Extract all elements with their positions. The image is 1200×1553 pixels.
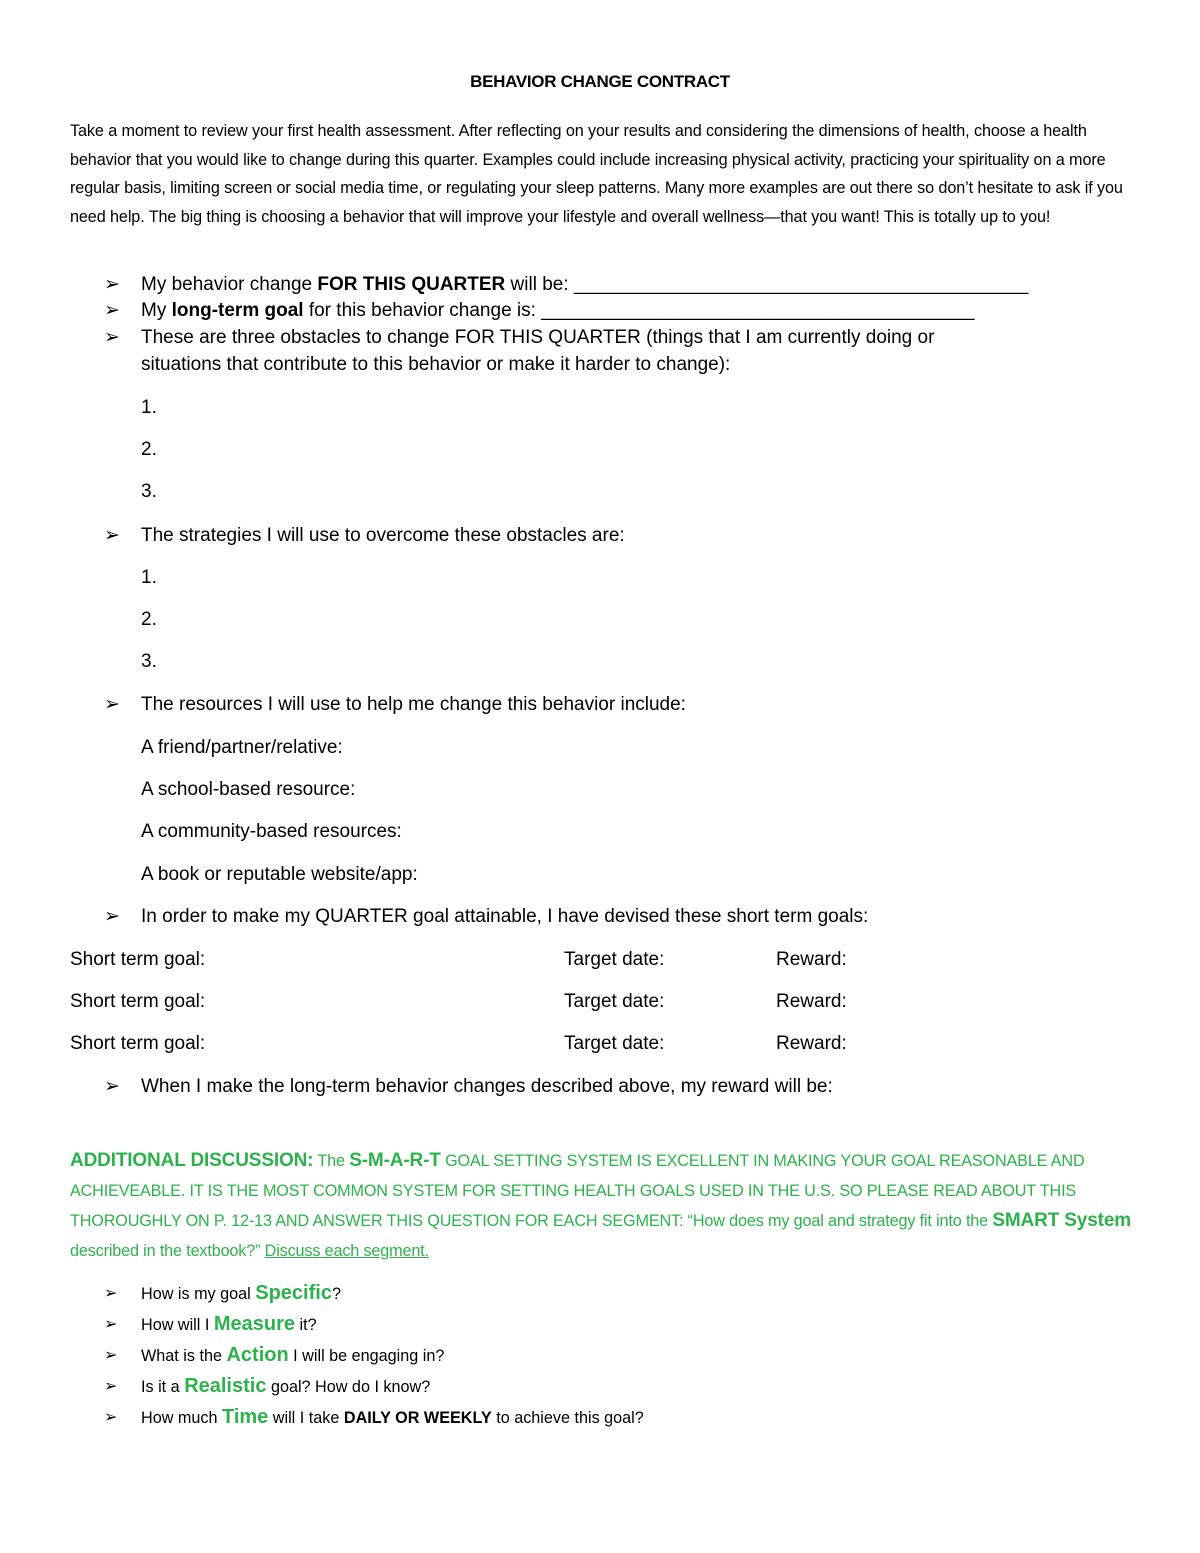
arrow-bullet-icon: ➢	[104, 1285, 118, 1302]
q-key: Action	[226, 1344, 289, 1366]
arrow-bullet-icon: ➢	[104, 906, 120, 927]
arrow-bullet-icon: ➢	[104, 694, 120, 715]
q-post: will I take	[268, 1409, 344, 1427]
strategy-item-2: 2.	[141, 609, 157, 630]
strategies-line: The strategies I will use to overcome these obstacles are:	[141, 525, 625, 546]
target-date-label: Target date:	[564, 991, 665, 1012]
resource-item-friend: A friend/partner/relative:	[141, 737, 343, 758]
q-pre: How much	[141, 1409, 222, 1427]
obstacles-line-1: These are three obstacles to change FOR THIS QUARTER (things that I am currently doing or	[141, 327, 935, 348]
long-term-pre: My	[141, 300, 172, 321]
discussion-text-3: described in the textbook?”	[70, 1241, 265, 1260]
additional-discussion	[70, 1146, 1140, 1266]
strategy-item-3: 3.	[141, 651, 157, 672]
discussion-label: ADDITIONAL DISCUSSION:	[70, 1150, 314, 1171]
reward-label: Reward:	[776, 1033, 847, 1054]
resource-item-school: A school-based resource:	[141, 779, 356, 800]
arrow-bullet-icon: ➢	[104, 1076, 120, 1097]
smart-question-time	[141, 1404, 644, 1431]
page-title: BEHAVIOR CHANGE CONTRACT	[470, 72, 730, 91]
discussion-text-1: The	[313, 1152, 350, 1170]
target-date-label: Target date:	[564, 1033, 665, 1054]
q-post2: to achieve this goal?	[491, 1409, 644, 1427]
arrow-bullet-icon: ➢	[104, 525, 120, 546]
behavior-pre: My behavior change	[141, 274, 318, 295]
obstacle-item-1: 1.	[141, 397, 157, 418]
resources-line: The resources I will use to help me change this behavior include:	[141, 694, 686, 715]
target-date-label: Target date:	[564, 949, 665, 970]
smart-system: SMART System	[992, 1210, 1131, 1231]
long-term-bold: long-term goal	[171, 300, 304, 321]
reward-label: Reward:	[776, 949, 847, 970]
discuss-each-segment: Discuss each segment.	[264, 1241, 429, 1260]
long-term-reward-line: When I make the long-term behavior changes described above, my reward will be:	[141, 1076, 833, 1097]
resource-item-community: A community-based resources:	[141, 821, 402, 842]
obstacle-item-3: 3.	[141, 481, 157, 502]
q-post: it?	[295, 1316, 317, 1334]
q-key: Specific	[255, 1282, 332, 1304]
behavior-bold: FOR THIS QUARTER	[317, 274, 506, 295]
q-bold: DAILY OR WEEKLY	[343, 1409, 492, 1427]
q-key: Measure	[213, 1313, 296, 1335]
obstacle-item-2: 2.	[141, 439, 157, 460]
arrow-bullet-icon: ➢	[104, 1378, 118, 1395]
short-term-goal-label: Short term goal:	[70, 949, 206, 970]
long-term-goal-line	[141, 298, 974, 324]
q-pre: How is my goal	[141, 1285, 256, 1303]
arrow-bullet-icon: ➢	[104, 1316, 118, 1333]
q-pre: What is the	[141, 1347, 227, 1365]
resource-item-book: A book or reputable website/app:	[141, 864, 418, 885]
behavior-change-line	[141, 272, 1028, 298]
arrow-bullet-icon: ➢	[104, 1347, 118, 1364]
short-term-goal-label: Short term goal:	[70, 1033, 206, 1054]
intro-paragraph: Take a moment to review your first health assessment. After reflecting on your results and considering the dimensions of health, choose a health behavior that you would like to change during this quarter. Examples could include increasing physical activity, practicing your spirituality on a more regular basis, limiting screen or social media time, or regulating your sleep patterns. Many more examples are out there so don’t hesitate to ask if you need help. The big thing is choosing a behavior that will improve your lifestyle and overall wellness—that you want! This is totally up to you!	[70, 122, 1123, 226]
smart-question-realistic	[141, 1373, 430, 1400]
q-key: Time	[221, 1406, 269, 1428]
arrow-bullet-icon: ➢	[104, 327, 120, 348]
q-post: I will be engaging in?	[288, 1347, 445, 1365]
smart-question-action	[141, 1342, 444, 1369]
discussion-text-2: GOAL SETTING SYSTEM IS EXCELLENT IN MAKING YOUR GOAL REASONABLE AND ACHIEVEABLE. IT IS THE MOST COMMON SYSTEM FOR SETTING HEALTH GOALS USED IN THE U.S. SO PLEASE READ ABOUT THIS THOROUGHLY ON P. 12-13 AND ANSWER THIS QUESTION FOR EACH SEGMENT: “How does my goal and strategy fit into the	[70, 1152, 1085, 1230]
behavior-post: will be: ___________________________________________	[505, 274, 1029, 295]
long-term-post: for this behavior change is: _________________________________________	[303, 300, 975, 321]
q-pre: How will I	[141, 1316, 214, 1334]
reward-label: Reward:	[776, 991, 847, 1012]
q-key: Realistic	[184, 1375, 267, 1397]
short-term-intro: In order to make my QUARTER goal attainable, I have devised these short term goals:	[141, 906, 869, 927]
q-post: ?	[331, 1285, 341, 1303]
arrow-bullet-icon: ➢	[104, 300, 120, 321]
strategy-item-1: 1.	[141, 567, 157, 588]
q-pre: Is it a	[141, 1378, 185, 1396]
arrow-bullet-icon: ➢	[104, 1409, 118, 1426]
arrow-bullet-icon: ➢	[104, 274, 120, 295]
smart-acronym: S-M-A-R-T	[349, 1150, 441, 1171]
smart-question-specific	[141, 1280, 341, 1307]
q-post: goal? How do I know?	[266, 1378, 431, 1396]
smart-question-measure	[141, 1311, 317, 1338]
obstacles-line-2: situations that contribute to this behavior or make it harder to change):	[141, 354, 731, 375]
short-term-goal-label: Short term goal:	[70, 991, 206, 1012]
